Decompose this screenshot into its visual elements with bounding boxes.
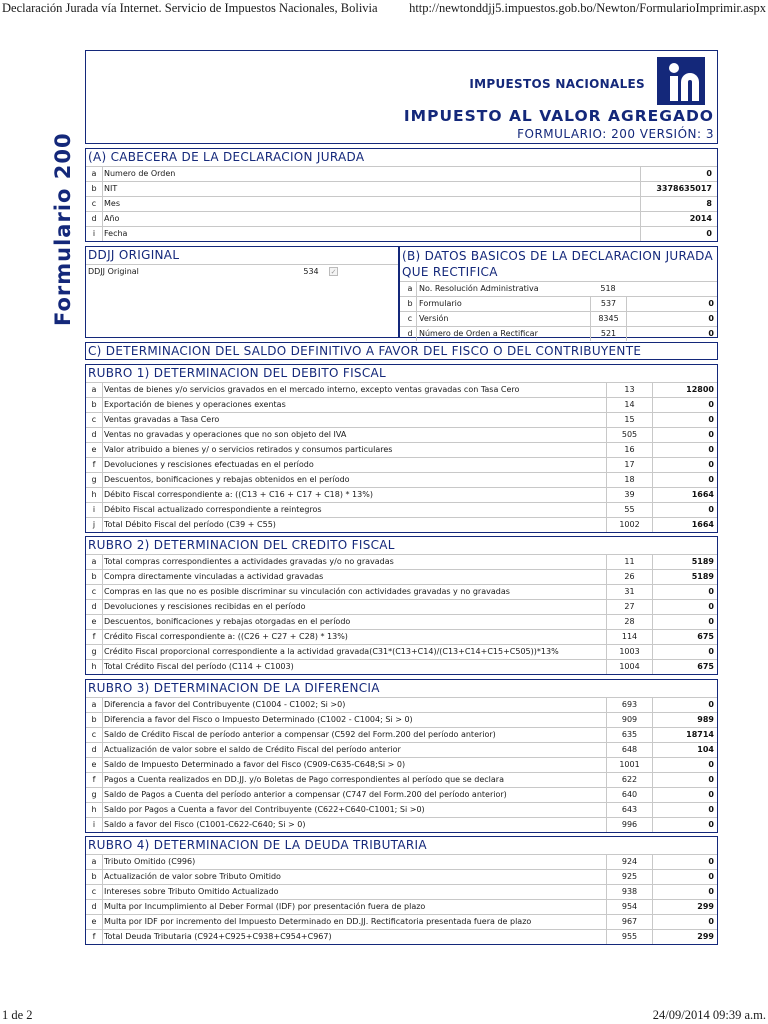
row-label: Mes <box>104 199 120 208</box>
form-row <box>86 487 717 502</box>
form-row <box>400 281 717 296</box>
row-value: 0 <box>652 458 714 472</box>
row-code: 648 <box>606 743 652 757</box>
row-code: 28 <box>606 615 652 629</box>
row-value: 0 <box>652 758 714 772</box>
row-label: Devoluciones y rescisiones efectuadas en el período <box>104 460 314 469</box>
rubro-1-title: RUBRO 1) DETERMINACION DEL DEBITO FISCAL <box>88 366 387 380</box>
row-letter: g <box>86 788 103 802</box>
row-code: 13 <box>606 383 652 397</box>
row-label: Exportación de bienes y operaciones exentas <box>104 400 286 409</box>
row-code: 643 <box>606 803 652 817</box>
row-letter: d <box>86 600 103 614</box>
form-row <box>86 226 717 241</box>
form-row <box>400 296 717 311</box>
row-label: Devoluciones y rescisiones recibidas en el período <box>104 602 306 611</box>
form-row <box>86 412 717 427</box>
row-value: 0 <box>652 503 714 517</box>
form-row <box>86 772 717 787</box>
row-value: 675 <box>652 630 714 644</box>
row-label: Versión <box>419 314 449 323</box>
row-letter: d <box>86 428 103 442</box>
row-label: Numero de Orden <box>104 169 176 178</box>
form-subtitle: FORMULARIO: 200 VERSIÓN: 3 <box>517 127 714 141</box>
row-code: 954 <box>606 900 652 914</box>
row-code: 17 <box>606 458 652 472</box>
row-code: 31 <box>606 585 652 599</box>
rubro-2-section <box>85 536 718 675</box>
row-label: Diferencia a favor del Contribuyente (C1004 - C1002; Si >0) <box>104 700 346 709</box>
row-value: 12800 <box>652 383 714 397</box>
ddjj-original-section <box>85 246 399 338</box>
row-code: 26 <box>606 570 652 584</box>
row-code: 924 <box>606 855 652 869</box>
row-code: 537 <box>590 297 626 311</box>
ddjj-original-label: DDJJ Original <box>88 267 139 276</box>
row-label: Ventas gravadas a Tasa Cero <box>104 415 220 424</box>
row-code: 693 <box>606 698 652 712</box>
side-title <box>36 130 90 330</box>
row-label: Año <box>104 214 120 223</box>
form-row <box>86 697 717 712</box>
row-letter: c <box>86 413 103 427</box>
row-code: 925 <box>606 870 652 884</box>
print-timestamp: 24/09/2014 09:39 a.m. <box>652 1008 766 1022</box>
form-row <box>86 382 717 397</box>
side-title-text: Formulario 200 <box>51 132 75 326</box>
row-code: 1004 <box>606 660 652 674</box>
form-row <box>86 472 717 487</box>
row-letter: b <box>86 870 103 884</box>
row-letter: b <box>86 570 103 584</box>
row-label: Número de Orden a Rectificar <box>419 329 538 338</box>
browser-print-header <box>0 0 768 20</box>
row-label: Valor atribuido a bienes y/ o servicios retirados y consumos particulares <box>104 445 393 454</box>
row-value: 5189 <box>652 555 714 569</box>
row-code: 1003 <box>606 645 652 659</box>
row-value: 0 <box>652 443 714 457</box>
row-label: Saldo de Pagos a Cuenta del período anterior a compensar (C747 del Form.200 del período anterior) <box>104 790 507 799</box>
row-code: 518 <box>600 284 616 293</box>
row-letter: a <box>86 555 103 569</box>
row-value: 8 <box>640 197 714 211</box>
row-code: 505 <box>606 428 652 442</box>
row-letter: g <box>86 473 103 487</box>
row-letter: b <box>86 182 103 196</box>
row-value: 0 <box>626 327 714 341</box>
row-value: 0 <box>652 615 714 629</box>
row-label: Compras en las que no es posible discriminar su vinculación con actividades gravadas y no gravadas <box>104 587 510 596</box>
row-code: 938 <box>606 885 652 899</box>
form-row <box>86 584 717 599</box>
form-row <box>86 742 717 757</box>
row-value: 0 <box>626 312 714 326</box>
row-value: 0 <box>652 413 714 427</box>
row-value: 0 <box>652 803 714 817</box>
row-value: 0 <box>652 870 714 884</box>
form-row <box>86 817 717 832</box>
row-code: 521 <box>590 327 626 341</box>
row-code: 16 <box>606 443 652 457</box>
row-label: Tributo Omitido (C996) <box>104 857 196 866</box>
row-value: 0 <box>626 297 714 311</box>
impuestos-logo-icon <box>657 57 705 105</box>
row-label: Formulario <box>419 299 462 308</box>
row-label: Diferencia a favor del Fisco o Impuesto Determinado (C1002 - C1004; Si > 0) <box>104 715 413 724</box>
print-header-url: http://newtonddjj5.impuestos.gob.bo/Newton/FormularioImprimir.aspx <box>409 1 766 15</box>
row-code: 635 <box>606 728 652 742</box>
row-label: Crédito Fiscal correspondiente a: ((C26 + C27 + C28) * 13%) <box>104 632 348 641</box>
row-letter: i <box>86 503 103 517</box>
row-letter: c <box>404 312 417 326</box>
ddjj-original-code: 534 <box>303 267 319 276</box>
row-letter: a <box>86 855 103 869</box>
form-row <box>86 599 717 614</box>
row-letter: f <box>86 630 103 644</box>
row-value: 1664 <box>652 518 714 532</box>
ddjj-original-checkbox[interactable]: ✓ <box>330 268 337 276</box>
form-row <box>86 659 717 674</box>
row-value: 989 <box>652 713 714 727</box>
form-row <box>400 326 717 341</box>
row-letter: b <box>404 297 417 311</box>
form-row <box>86 854 717 869</box>
row-code: 11 <box>606 555 652 569</box>
form-title-box <box>85 50 718 144</box>
row-value: 0 <box>652 885 714 899</box>
form-row <box>86 569 717 584</box>
row-value: 18714 <box>652 728 714 742</box>
row-value: 0 <box>640 167 714 181</box>
rubro-1-section <box>85 364 718 533</box>
row-label: Compra directamente vinculadas a actividad gravadas <box>104 572 324 581</box>
row-label: Descuentos, bonificaciones y rebajas otorgadas en el período <box>104 617 351 626</box>
row-code: 622 <box>606 773 652 787</box>
row-label: Saldo de Impuesto Determinado a favor del Fisco (C909-C635-C648;Si > 0) <box>104 760 406 769</box>
row-letter: f <box>86 930 103 944</box>
row-value: 0 <box>652 473 714 487</box>
row-letter: b <box>86 398 103 412</box>
row-label: Ventas de bienes y/o servicios gravados en el mercado interno, excepto ventas gravadas con Tasa Cero <box>104 385 520 394</box>
form-row <box>86 517 717 532</box>
form-row <box>400 311 717 326</box>
row-letter: h <box>86 488 103 502</box>
form-row <box>86 929 717 944</box>
row-letter: d <box>86 900 103 914</box>
row-letter: c <box>86 585 103 599</box>
form-row <box>86 166 717 181</box>
form-row <box>86 727 717 742</box>
row-letter: i <box>86 818 103 832</box>
brand-name: IMPUESTOS NACIONALES <box>469 77 645 91</box>
row-code: 967 <box>606 915 652 929</box>
row-letter: j <box>86 518 103 532</box>
ddjj-original-title: DDJJ ORIGINAL <box>88 248 180 262</box>
ddjj-original-row <box>86 264 398 279</box>
form-row <box>86 712 717 727</box>
row-label: NIT <box>104 184 118 193</box>
row-label: Saldo por Pagos a Cuenta a favor del Contribuyente (C622+C640-C1001; Si >0) <box>104 805 425 814</box>
row-code: 996 <box>606 818 652 832</box>
row-code: 27 <box>606 600 652 614</box>
row-label: Descuentos, bonificaciones y rebajas obtenidos en el período <box>104 475 350 484</box>
row-value: 3378635017 <box>640 182 714 196</box>
row-value: 5189 <box>652 570 714 584</box>
row-letter: d <box>404 327 417 341</box>
row-value: 0 <box>652 428 714 442</box>
row-letter: a <box>86 167 103 181</box>
form-row <box>86 211 717 226</box>
form-row <box>86 457 717 472</box>
form-row <box>86 629 717 644</box>
row-code: 1001 <box>606 758 652 772</box>
row-letter: e <box>86 443 103 457</box>
rubro-2-title: RUBRO 2) DETERMINACION DEL CREDITO FISCAL <box>88 538 395 552</box>
row-code: 55 <box>606 503 652 517</box>
row-value: 2014 <box>640 212 714 226</box>
form-row <box>86 427 717 442</box>
row-letter: a <box>86 383 103 397</box>
row-code: 909 <box>606 713 652 727</box>
row-code: 8345 <box>590 312 626 326</box>
form-row <box>86 614 717 629</box>
form-row <box>86 914 717 929</box>
row-code: 18 <box>606 473 652 487</box>
rubro-3-section <box>85 679 718 833</box>
row-value: 0 <box>652 698 714 712</box>
row-letter: a <box>86 698 103 712</box>
form-row <box>86 502 717 517</box>
row-label: Total Deuda Tributaria (C924+C925+C938+C954+C967) <box>104 932 332 941</box>
row-letter: h <box>86 803 103 817</box>
row-value: 1664 <box>652 488 714 502</box>
row-label: Actualización de valor sobre el saldo de Crédito Fiscal del período anterior <box>104 745 401 754</box>
form-row <box>86 884 717 899</box>
row-value: 104 <box>652 743 714 757</box>
section-c-title: C) DETERMINACION DEL SALDO DEFINITIVO A FAVOR DEL FISCO O DEL CONTRIBUYENTE <box>85 342 718 360</box>
form-row <box>86 196 717 211</box>
row-letter: f <box>86 458 103 472</box>
section-b-title: (B) DATOS BASICOS DE LA DECLARACION JURADA QUE RECTIFICA <box>402 249 713 279</box>
row-value: 299 <box>652 900 714 914</box>
row-code: 114 <box>606 630 652 644</box>
row-code: 1002 <box>606 518 652 532</box>
row-label: Total compras correspondientes a actividades gravadas y/o no gravadas <box>104 557 394 566</box>
row-letter: d <box>86 212 103 226</box>
row-code: 14 <box>606 398 652 412</box>
row-letter: i <box>86 227 103 241</box>
form-row <box>86 869 717 884</box>
row-letter: h <box>86 660 103 674</box>
row-value: 0 <box>652 773 714 787</box>
form-row <box>86 899 717 914</box>
browser-print-footer <box>0 1006 768 1024</box>
row-label: Crédito Fiscal proporcional correspondiente a la actividad gravada(C31*(C13+C14)/(C13+C14+C15+C505))*13% <box>104 647 559 656</box>
section-b <box>399 246 718 338</box>
form-row <box>86 644 717 659</box>
section-a <box>85 148 718 242</box>
row-letter: f <box>86 773 103 787</box>
row-label: Total Débito Fiscal del período (C39 + C55) <box>104 520 276 529</box>
row-value: 0 <box>652 855 714 869</box>
row-letter: e <box>86 758 103 772</box>
row-value: 0 <box>652 600 714 614</box>
row-code: 640 <box>606 788 652 802</box>
form-row <box>86 554 717 569</box>
row-letter: c <box>86 728 103 742</box>
row-label: Saldo de Crédito Fiscal de período anterior a compensar (C592 del Form.200 del período anterior) <box>104 730 496 739</box>
section-a-title: (A) CABECERA DE LA DECLARACION JURADA <box>88 150 365 164</box>
rubro-3-title: RUBRO 3) DETERMINACION DE LA DIFERENCIA <box>88 681 380 695</box>
row-code: 955 <box>606 930 652 944</box>
row-value: 0 <box>652 818 714 832</box>
row-letter: g <box>86 645 103 659</box>
row-letter: d <box>86 743 103 757</box>
row-label: Total Crédito Fiscal del período (C114 + C1003) <box>104 662 294 671</box>
form-row <box>86 802 717 817</box>
row-letter: b <box>86 713 103 727</box>
form-row <box>86 442 717 457</box>
row-letter: e <box>86 615 103 629</box>
row-label: Multa por Incumplimiento al Deber Formal (IDF) por presentación fuera de plazo <box>104 902 426 911</box>
row-label: Fecha <box>104 229 128 238</box>
form-row <box>86 787 717 802</box>
print-header-title: Declaración Jurada vía Internet. Servicio de Impuestos Nacionales, Bolivia <box>2 1 378 15</box>
row-label: Saldo a favor del Fisco (C1001-C622-C640; Si > 0) <box>104 820 306 829</box>
row-letter: e <box>86 915 103 929</box>
row-value: 0 <box>652 645 714 659</box>
form-frame <box>85 50 718 946</box>
row-letter: a <box>404 282 417 296</box>
row-label: No. Resolución Administrativa <box>419 284 539 293</box>
row-label: Débito Fiscal correspondiente a: ((C13 + C16 + C17 + C18) * 13%) <box>104 490 373 499</box>
row-value: 0 <box>640 227 714 241</box>
row-label: Actualización de valor sobre Tributo Omitido <box>104 872 281 881</box>
rubro-4-section <box>85 836 718 945</box>
row-code: 15 <box>606 413 652 427</box>
form-title: IMPUESTO AL VALOR AGREGADO <box>403 107 714 125</box>
row-label: Débito Fiscal actualizado correspondiente a reintegros <box>104 505 322 514</box>
row-code: 39 <box>606 488 652 502</box>
row-value: 0 <box>652 585 714 599</box>
row-value: 299 <box>652 930 714 944</box>
rubro-4-title: RUBRO 4) DETERMINACION DE LA DEUDA TRIBUTARIA <box>88 838 427 852</box>
row-value: 0 <box>652 915 714 929</box>
form-row <box>86 757 717 772</box>
form-row <box>86 397 717 412</box>
form-row <box>86 181 717 196</box>
row-letter: c <box>86 197 103 211</box>
row-value: 0 <box>652 398 714 412</box>
row-label: Pagos a Cuenta realizados en DD.JJ. y/o Boletas de Pago correspondientes al período que se declara <box>104 775 504 784</box>
row-label: Multa por IDF por incremento del Impuesto Determinado en DD.JJ. Rectificatoria presentada fuera de plazo <box>104 917 532 926</box>
row-value: 0 <box>652 788 714 802</box>
row-value: 675 <box>652 660 714 674</box>
page-count: 1 de 2 <box>2 1008 33 1022</box>
row-letter: c <box>86 885 103 899</box>
row-label: Intereses sobre Tributo Omitido Actualizado <box>104 887 279 896</box>
row-label: Ventas no gravadas y operaciones que no son objeto del IVA <box>104 430 347 439</box>
